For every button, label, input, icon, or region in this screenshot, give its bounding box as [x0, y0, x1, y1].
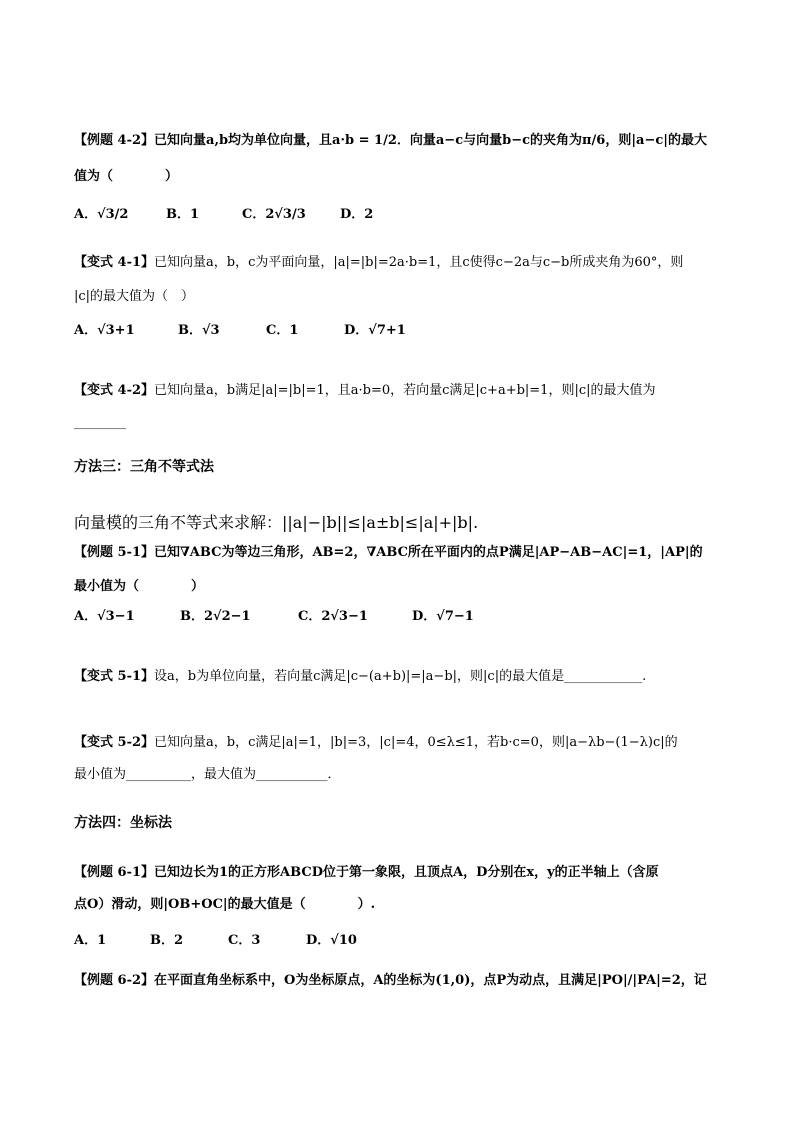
problem-tag: 【例题 5-1】: [74, 545, 155, 560]
problem-tag: 【变式 5-1】: [74, 669, 155, 684]
example-6-1-options: [74, 932, 357, 950]
example-6-1-line2: [74, 896, 375, 914]
problem-text: 最小值为（ ）: [74, 579, 205, 594]
option-c: C．3: [228, 933, 261, 948]
problem-text: 已知向量a，b，c为平面向量，|a|=|b|=2a·b=1，且c使得c−2a与c−b所成夹角为60°，则: [154, 255, 684, 270]
example-4-2-options: [74, 206, 373, 224]
triangle-inequality-statement: [74, 514, 478, 532]
problem-tag: 【变式 5-2】: [74, 735, 155, 750]
variant-4-1-line1: [74, 254, 683, 272]
variant-4-1-options: [74, 322, 406, 340]
problem-text: 已知边长为1的正方形ABCD位于第一象限，且顶点A，D分别在x，y的正半轴上（含原: [154, 865, 659, 880]
option-a: A．√3+1: [74, 323, 135, 338]
problem-text: |c|的最大值为（ ）: [74, 289, 195, 304]
statement-text: 向量模的三角不等式来求解：||a|−|b||≤|a±b|≤|a|+|b|.: [74, 513, 479, 532]
variant-4-2-line2: [74, 414, 126, 432]
section-heading: 方法四：坐标法: [74, 815, 172, 831]
method-four-heading: [74, 814, 172, 832]
option-d: D．2: [340, 207, 374, 222]
problem-text: 已知向量a，b，c满足|a|=1，|b|=3，|c|=4，0≤λ≤1，若b·c=0，则|a−λb−(1−λ)c|的: [154, 735, 678, 750]
problem-tag: 【变式 4-2】: [74, 383, 155, 398]
option-b: B．√3: [178, 323, 220, 338]
section-heading: 方法三：三角不等式法: [74, 459, 214, 475]
example-5-1-line2: [74, 578, 204, 596]
example-4-2-line2: [74, 168, 178, 186]
option-c: C．1: [266, 323, 299, 338]
example-4-2-line1: [74, 132, 707, 150]
variant-4-2-line1: [74, 382, 656, 400]
option-d: D．√10: [306, 933, 357, 948]
problem-text: 已知向量a，b满足|a|=|b|=1，且a·b=0，若向量c满足|c+a+b|=1，则|c|的最大值为: [154, 383, 656, 398]
variant-5-2-line2: [74, 766, 341, 784]
option-b: B．1: [166, 207, 200, 222]
problem-tag: 【例题 6-2】: [74, 973, 155, 988]
option-d: D．√7+1: [344, 323, 406, 338]
method-three-heading: [74, 458, 214, 476]
example-5-1-line1: [74, 544, 703, 562]
problem-tag: 【变式 4-1】: [74, 255, 155, 270]
variant-5-1-line1: [74, 668, 646, 686]
problem-tag: 【例题 4-2】: [74, 133, 155, 148]
option-b: B．2: [150, 933, 184, 948]
example-6-1-line1: [74, 864, 659, 882]
problem-text: 已知∇ABC为等边三角形，AB=2，∇ABC所在平面内的点P满足|AP−AB−AC|=1，|AP|的: [154, 545, 703, 560]
example-6-2-line1: [74, 972, 707, 990]
option-d: D．√7−1: [412, 609, 474, 624]
problem-tag: 【例题 6-1】: [74, 865, 155, 880]
problem-text: 设a，b为单位向量，若向量c满足|c−(a+b)|=|a−b|，则|c|的最大值是____________.: [154, 669, 647, 684]
problem-text: 已知向量a,b均为单位向量，且a·b = 1/2．向量a−c与向量b−c的夹角为π/6，则|a−c|的最大: [154, 133, 708, 148]
option-b: B．2√2−1: [180, 609, 251, 624]
variant-5-2-line1: [74, 734, 678, 752]
option-a: A．√3/2: [74, 207, 129, 222]
problem-text: 值为（ ）: [74, 169, 179, 184]
answer-blank: ________: [74, 415, 126, 430]
option-c: C．2√3/3: [242, 207, 306, 222]
variant-4-1-line2: [74, 288, 194, 306]
option-a: A．1: [74, 933, 107, 948]
option-c: C．2√3−1: [298, 609, 368, 624]
example-5-1-options: [74, 608, 474, 626]
problem-text: 在平面直角坐标系中，O为坐标原点，A的坐标为(1,0)，点P为动点，且满足|PO|/|PA|=2，记: [154, 973, 707, 988]
option-a: A．√3−1: [74, 609, 135, 624]
problem-text: 最小值为__________，最大值为___________．: [74, 767, 341, 782]
problem-text: 点O）滑动，则|OB+OC|的最大值是（ ）.: [74, 897, 376, 912]
